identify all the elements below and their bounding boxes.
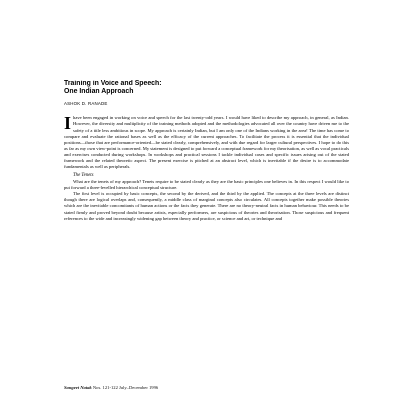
article-title-line-2: One Indian Approach	[64, 87, 134, 95]
article-title-line-1: Training in Voice and Speech:	[64, 80, 162, 87]
page-footer	[64, 385, 158, 390]
paragraph-3: The first level is occupied by basic concepts, the second by the derived, and the third by the applied. The concepts at the three levels are distinct though there are logical overlaps and, consequently, a middle class of marginal concepts also circulates. All concepts together make possible theories which are the inevitable concomitants of human actions or the facts they generate. There are no theory-neutral facts in human behaviour. This needs to be stated firmly and proved beyond doubt because artists, especially performers, are suspicious of theories and theorisation. Those suspicious and frequent references to the wide and increasingly widening gap between theory and practice, or science and art, or technique and	[64, 191, 349, 221]
section-heading: The Tenets	[73, 172, 94, 178]
drop-cap: I	[64, 113, 72, 134]
article-body	[64, 115, 349, 222]
article-author: ASHOK D. RANADE	[64, 101, 108, 107]
footer-issue: Nos. 121-122 July–December 1996	[92, 385, 159, 390]
article-title	[64, 80, 349, 95]
article-page	[64, 80, 349, 382]
paragraph-1-text: have been engaged in working on voice and speech for the last twenty-odd years. I would have liked to describe my approach, in general, as Indian. However, the diversity and multiplicity of the training methods adopted and the methodologies advocated all over the country have driven me to the safety of a title less ambitious in scope. My approach is certainly Indian, but I am only one of the Indians working in the area! The time has come to compare and evaluate the rational bases as well as the efficacy of the current approaches. To facilitate the process it is essential that the individual positions—those that are performance-oriented—be stated clearly, comprehensively, and with due regard for larger cultural perspectives. I hope to do this as far as my own view-point is concerned. My statement is designed to put forward a conceptual framework for my theorisation, as well as vocal practicals and exercises conducted during workshops. In workshops and practical sessions I tackle individual cases and specific issues arising out of the stated framework and the related theoretic aspect. The present exercise is pitched at an abstract level, which is inevitable if the desire is to accommodate fundamentals as well as peripherals.	[64, 115, 349, 170]
footer-journal: Sangeet Natak	[64, 385, 92, 390]
paragraph-1	[64, 115, 349, 170]
paragraph-2: What are the tenets of my approach? Tenets require to be stated clearly as they are the basic principles one believes in. In this respect I would like to put forward a three-levelled hierarchical conceptual structure.	[64, 178, 349, 190]
